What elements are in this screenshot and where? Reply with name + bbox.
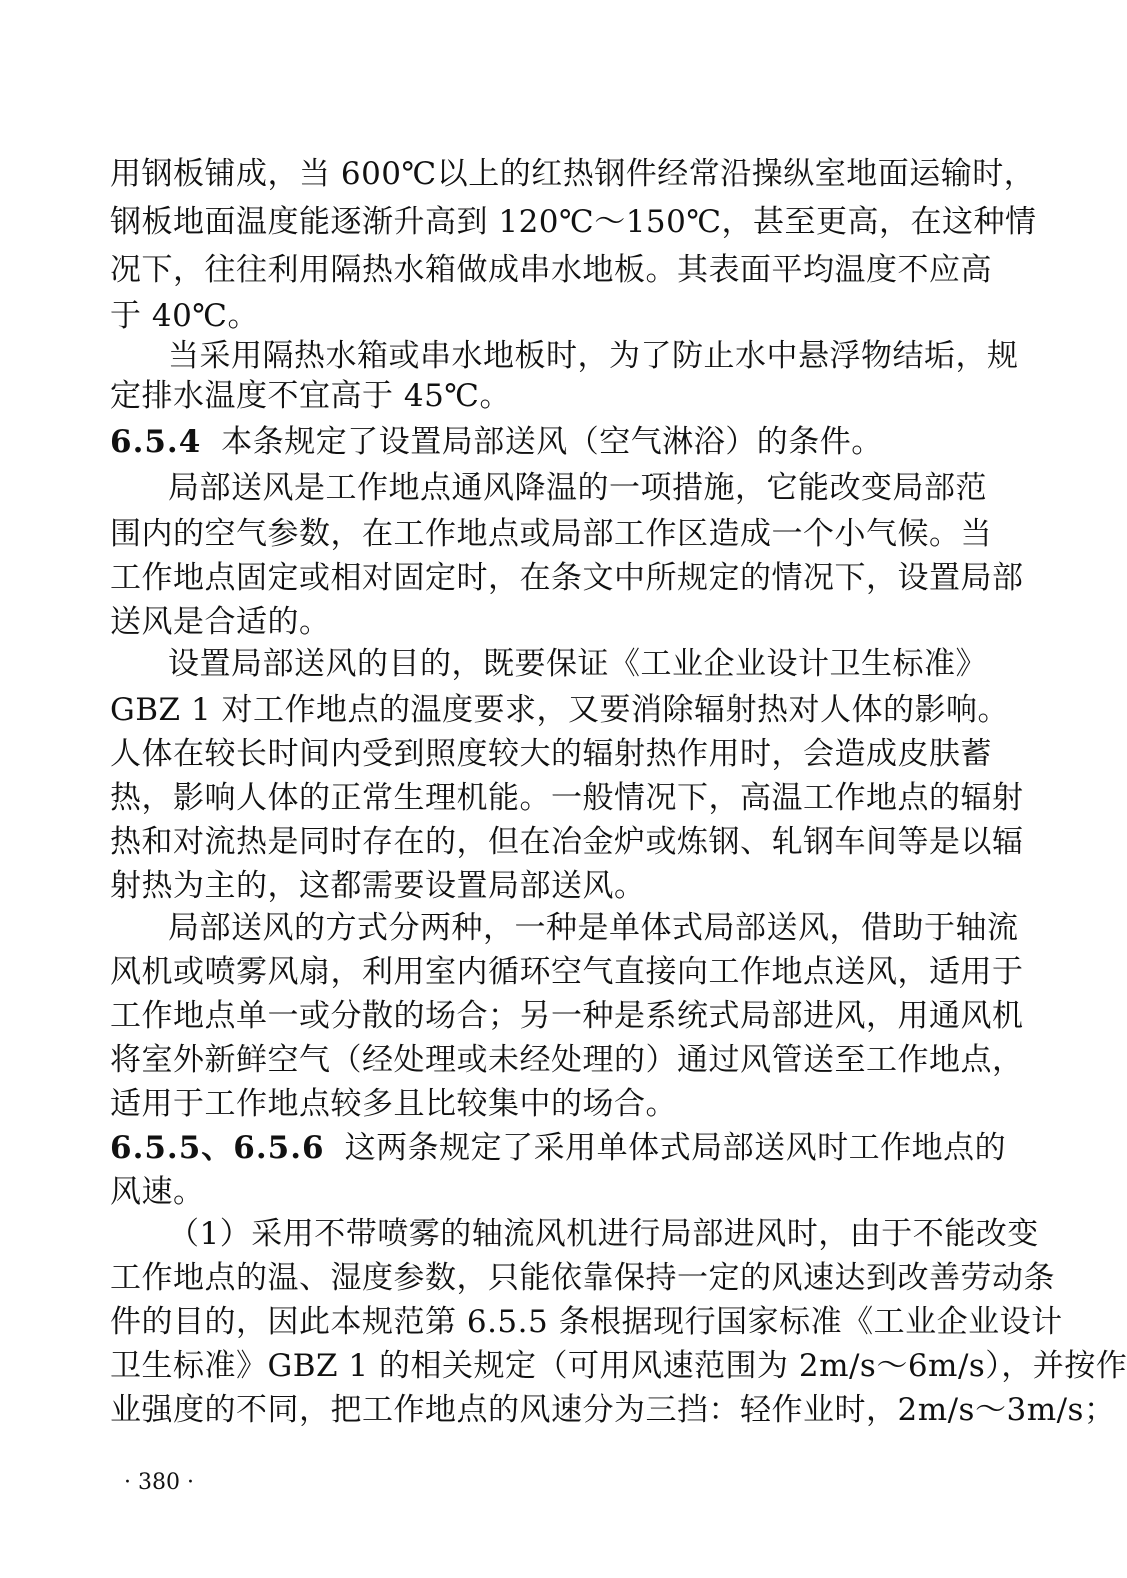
paragraph-start-line: 设置局部送风的目的，既要保证《工业企业设计卫生标准》 <box>168 646 987 682</box>
text-line: 适用于工作地点较多且比较集中的场合。 <box>110 1086 677 1122</box>
text-line: 将室外新鲜空气（经处理或未经处理的）通过风管送至工作地点， <box>110 1042 1024 1078</box>
text-line: 用钢板铺成，当 600℃以上的红热钢件经常沿操纵室地面运输时， <box>110 156 1036 192</box>
text-line: 送风是合适的。 <box>110 604 331 640</box>
text-line: 风机或喷雾风扇，利用室内循环空气直接向工作地点送风，适用于 <box>110 954 1024 990</box>
text-line: 工作地点单一或分散的场合；另一种是系统式局部进风，用通风机 <box>110 998 1024 1034</box>
text-line: 风速。 <box>110 1174 205 1210</box>
section-heading-6-5-5-6-5-6 <box>110 1126 1007 1170</box>
paragraph-start-line: 当采用隔热水箱或串水地板时，为了防止水中悬浮物结垢，规 <box>168 338 1019 374</box>
text-line: 热，影响人体的正常生理机能。一般情况下，高温工作地点的辐射 <box>110 780 1024 816</box>
section-number: 6.5.4 <box>110 424 202 460</box>
text-line: GBZ 1 对工作地点的温度要求，又要消除辐射热对人体的影响。 <box>110 692 1010 728</box>
text-line: 围内的空气参数，在工作地点或局部工作区造成一个小气候。当 <box>110 516 992 552</box>
paragraph-start-line: 局部送风是工作地点通风降温的一项措施，它能改变局部范 <box>168 470 987 506</box>
text-line: 工作地点固定或相对固定时，在条文中所规定的情况下，设置局部 <box>110 560 1024 596</box>
page-number: · 380 · <box>124 1470 194 1495</box>
text-line: 况下，往往利用隔热水箱做成串水地板。其表面平均温度不应高 <box>110 252 992 288</box>
text-line: 钢板地面温度能逐渐升高到 120℃～150℃，甚至更高，在这种情 <box>110 204 1037 240</box>
text-line: 件的目的，因此本规范第 6.5.5 条根据现行国家标准《工业企业设计 <box>110 1304 1063 1340</box>
text-line: 卫生标准》GBZ 1 的相关规定（可用风速范围为 2m/s～6m/s），并按作 <box>110 1348 1127 1384</box>
text-line: 人体在较长时间内受到照度较大的辐射热作用时，会造成皮肤蓄 <box>110 736 992 772</box>
section-heading-6-5-4 <box>110 420 922 464</box>
text-line: 热和对流热是同时存在的，但在冶金炉或炼钢、轧钢车间等是以辐 <box>110 824 1024 860</box>
text-line: 于 40℃。 <box>110 298 259 334</box>
section-number: 6.5.5、6.5.6 <box>110 1130 325 1166</box>
text-line: 定排水温度不宜高于 45℃。 <box>110 378 511 414</box>
section-text: 本条规定了设置局部送风（空气淋浴）的条件。 <box>221 424 883 460</box>
text-line: 射热为主的，这都需要设置局部送风。 <box>110 868 646 904</box>
text-line: 业强度的不同，把工作地点的风速分为三挡：轻作业时，2m/s～3m/s； <box>110 1392 1116 1428</box>
paragraph-start-line: 局部送风的方式分两种，一种是单体式局部送风，借助于轴流 <box>168 910 1019 946</box>
section-text: 这两条规定了采用单体式局部送风时工作地点的 <box>344 1130 1007 1166</box>
paragraph-start-line: （1）采用不带喷雾的轴流风机进行局部进风时，由于不能改变 <box>168 1216 1039 1252</box>
text-line: 工作地点的温、湿度参数，只能依靠保持一定的风速达到改善劳动条 <box>110 1260 1055 1296</box>
